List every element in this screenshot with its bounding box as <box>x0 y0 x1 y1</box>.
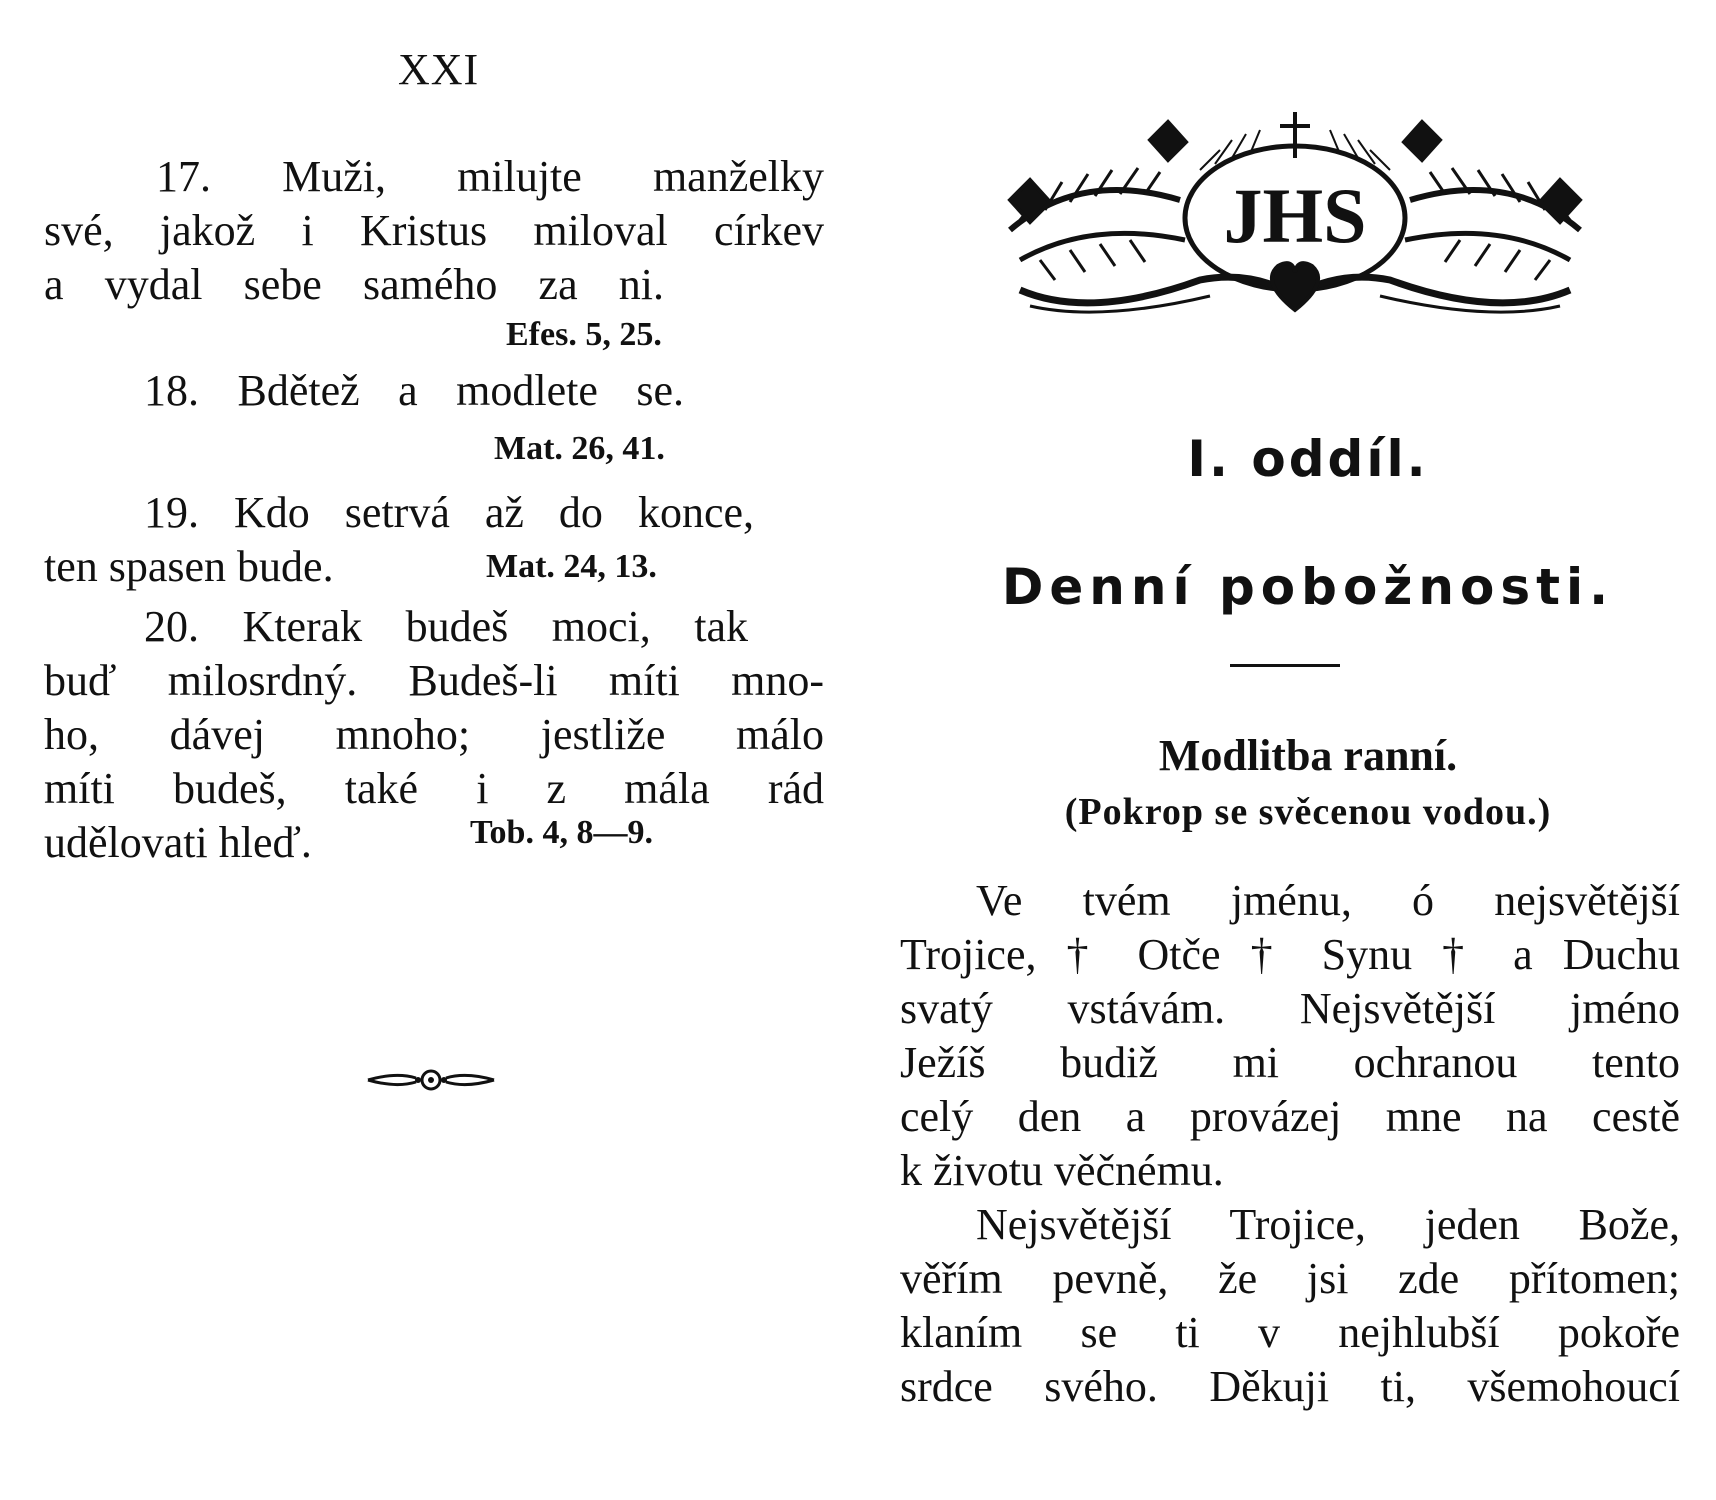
section-title: Denní pobožnosti. <box>1001 558 1615 616</box>
verse-line: míti budeš, také i z mála rád <box>44 764 824 813</box>
verse-reference: Mat. 26, 41. <box>494 430 665 467</box>
page-number: XXI <box>398 45 480 94</box>
verse-line: buď milosrdný. Budeš-li míti mno- <box>44 656 824 705</box>
verse-reference: Mat. 24, 13. <box>486 548 657 585</box>
verse-line: 17. Muži, milujte manželky <box>156 152 824 201</box>
prayer-line: Ježíš budiž mi ochranou tento <box>900 1038 1680 1087</box>
verse-line: 20. Kterak budeš moci, tak <box>144 602 748 651</box>
verse-line: udělovati hleď. <box>44 818 312 867</box>
prayer-line: věřím pevně, že jsi zde přítomen; <box>900 1254 1680 1303</box>
prayer-line: celý den a provázej mne na cestě <box>900 1092 1680 1141</box>
prayer-line: srdce svého. Děkuji ti, všemohoucí <box>900 1362 1680 1411</box>
prayer-instruction: (Pokrop se svěcenou vodou.) <box>1064 791 1552 833</box>
verse-line: 19. Kdo setrvá až do konce, <box>144 488 754 537</box>
verse-20 <box>44 600 824 870</box>
verse-line: 18. Bdětež a modlete se. <box>144 366 684 415</box>
verse-line: ten spasen bude. <box>44 542 334 591</box>
prayer-line: svatý vstávám. Nejsvětější jméno <box>900 984 1680 1033</box>
prayer-paragraph <box>900 1198 1680 1414</box>
verse-17 <box>44 150 824 312</box>
prayer-line: Trojice, † Otče † Synu † a Duchu <box>900 930 1680 979</box>
prayer-paragraph <box>900 874 1680 1198</box>
prayer-line: klaním se ti v nejhlubší pokoře <box>900 1308 1680 1357</box>
prayer-line: Nejsvětější Trojice, jeden Bože, <box>976 1200 1680 1249</box>
jhs-monogram-text: JHS <box>1223 172 1367 259</box>
prayer-line: k životu věčnému. <box>900 1146 1224 1195</box>
verse-line: a vydal sebe samého za ni. <box>44 260 664 309</box>
left-page <box>0 0 850 1500</box>
verse-18 <box>44 364 824 418</box>
divider-rule <box>1230 664 1340 667</box>
jhs-monogram-ornament <box>1000 110 1590 322</box>
section-number: I. oddíl. <box>1187 430 1429 488</box>
prayer-title: Modlitba ranní. <box>1158 731 1458 780</box>
verse-line: ho, dávej mnoho; jestliže málo <box>44 710 824 759</box>
verse-reference: Efes. 5, 25. <box>506 316 662 353</box>
verse-reference: Tob. 4, 8—9. <box>470 814 653 851</box>
prayer-line: Ve tvém jménu, ó nejsvětější <box>976 876 1680 925</box>
decorative-divider-ornament <box>366 1068 496 1092</box>
verse-19 <box>44 486 824 594</box>
verse-line: své, jakož i Kristus miloval církev <box>44 206 824 255</box>
right-page <box>900 0 1716 1500</box>
